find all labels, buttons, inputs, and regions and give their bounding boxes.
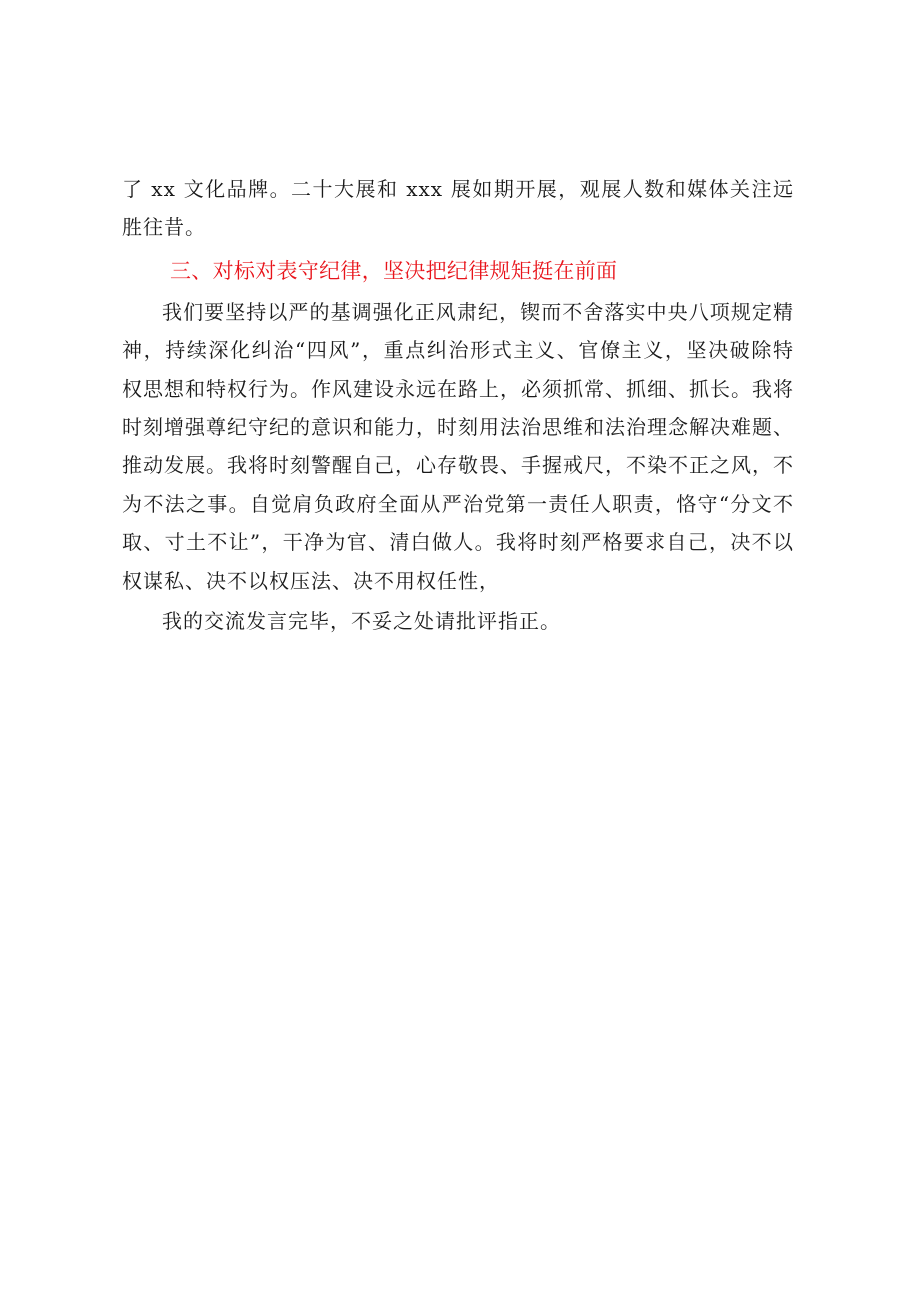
section-heading: 三、对标对表守纪律，坚决把纪律规矩挺在前面 — [170, 258, 618, 283]
closing-paragraph: 我的交流发言完毕，不妥之处请批评指正。 — [162, 609, 561, 634]
continuation-paragraph: 了 xx 文化品牌。二十大展和 xxx 展如期开展，观展人数和媒体关注远胜往昔。 — [122, 177, 794, 240]
body-paragraph: 我们要坚持以严的基调强化正风肃纪，锲而不舍落实中央八项规定精神，持续深化纠治“四风”，重点纠治形式主义、官僚主义，坚决破除特权思想和特权行为。作风建设永远在路上，必须抓常、抓细、抓长。我将时刻增强尊纪守纪的意识和能力，时刻用法治思维和法治理念解决难题、推动发展。我将时刻警醒自己，心存敬畏、手握戒尺，不染不正之风，不为不法之事。自觉肩负政府全面从严治党第一责任人职责，恪守“分文不取、寸土不让”，干净为官、清白做人。我将时刻严格要求自己，决不以权谋私、决不以权压法、决不用权任性， — [122, 299, 794, 593]
document-content — [122, 170, 794, 640]
